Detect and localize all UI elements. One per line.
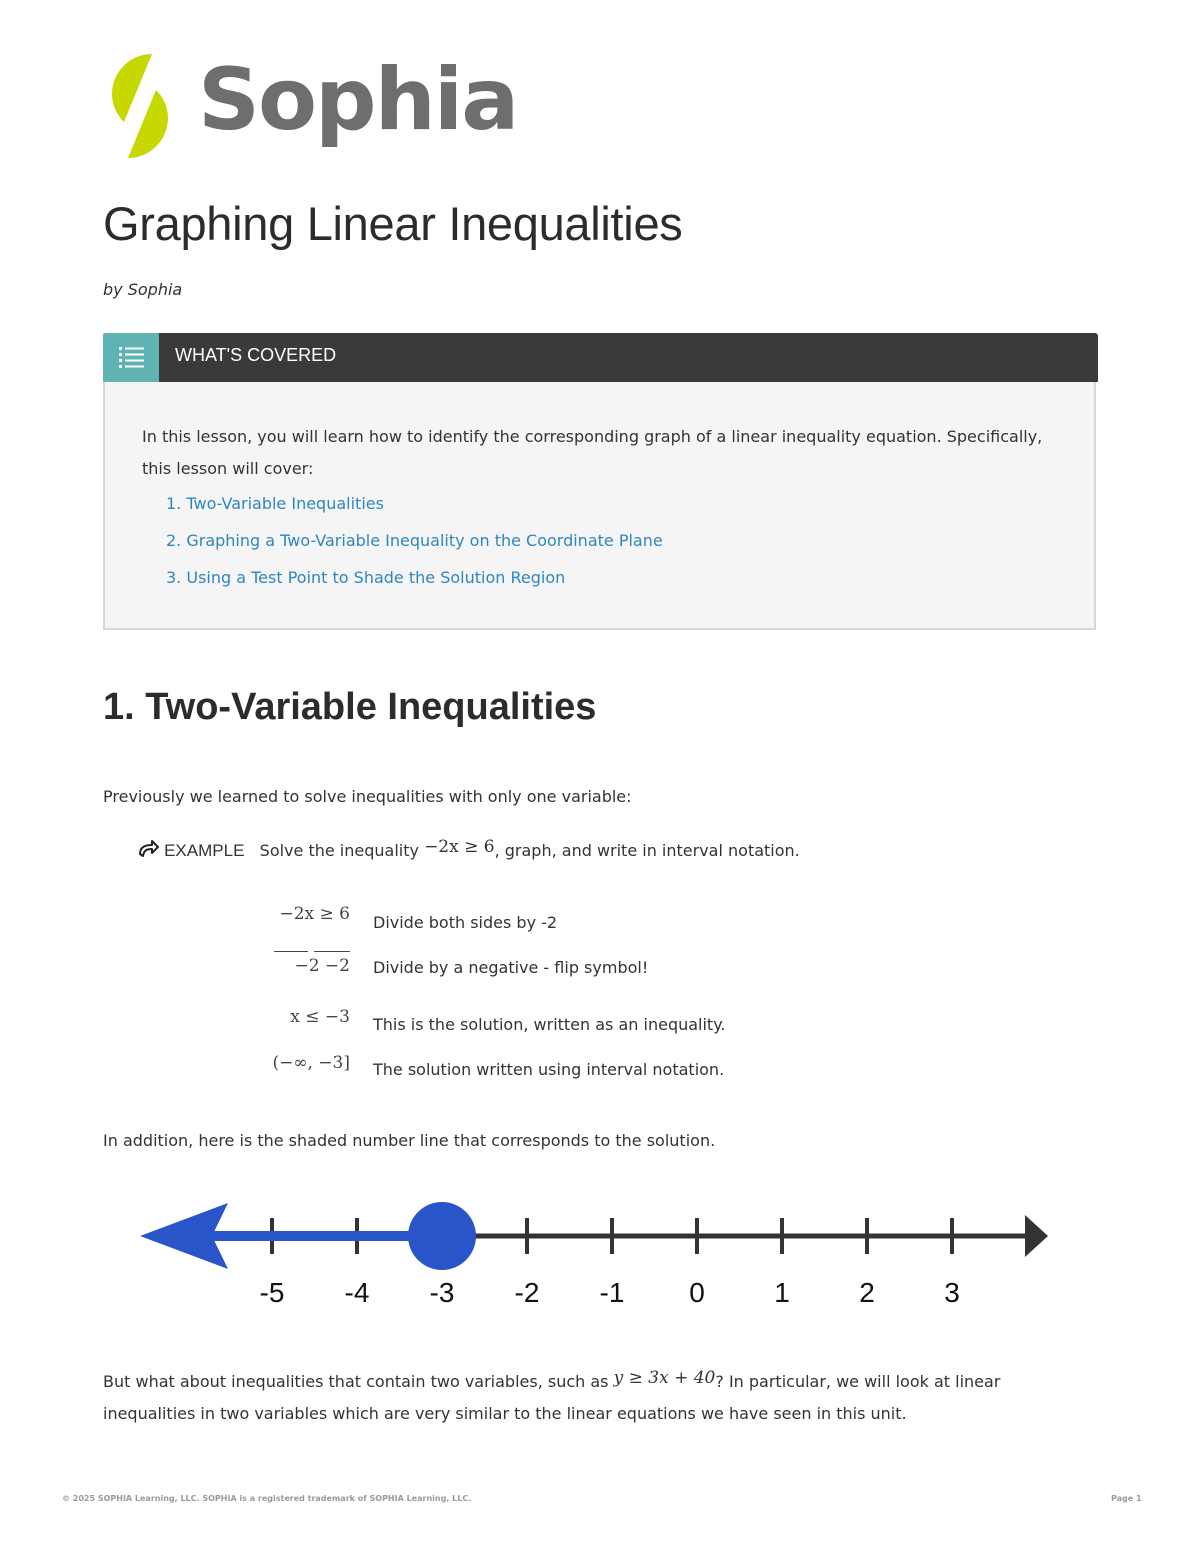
fraction-bar-right [314, 951, 350, 952]
step-2-note: Divide by a negative - flip symbol! [373, 958, 649, 977]
para3-expression: y ≥ 3x + 40 [613, 1368, 716, 1388]
step-4-note: The solution written using interval notation. [373, 1060, 725, 1079]
number-line-tick-label: 2 [859, 1277, 875, 1308]
closed-endpoint [408, 1202, 476, 1270]
footer-page-number: Page 1 [1111, 1494, 1142, 1503]
section-heading: 1. Two-Variable Inequalities [103, 686, 597, 728]
step-2-math: −2 −2 [294, 956, 350, 976]
step-4-math: (−∞, −3] [272, 1053, 350, 1073]
number-line-right-arrow [1025, 1215, 1048, 1257]
example-label: EXAMPLE [164, 841, 245, 860]
footer-copyright: © 2025 SOPHIA Learning, LLC. SOPHIA is a registered trademark of SOPHIA Learning, LLC. [62, 1494, 472, 1503]
number-line-tick-label: 1 [774, 1277, 790, 1308]
step-3-note: This is the solution, written as an inequality. [373, 1015, 726, 1034]
sophia-wordmark: Sophia [198, 50, 518, 150]
intro-paragraph: Previously we learned to solve inequalities with only one variable: [103, 787, 632, 806]
toc-link-1[interactable]: 1. Two-Variable Inequalities [166, 494, 384, 513]
whats-covered-intro: In this lesson, you will learn how to identify the corresponding graph of a linear inequality equation. Specifically, this lesson will cover: [142, 427, 1043, 478]
whats-covered-title: WHAT'S COVERED [175, 345, 337, 365]
number-line-tick-label: -2 [514, 1277, 540, 1308]
byline: by Sophia [103, 280, 183, 299]
example-expression: −2x ≥ 6 [424, 837, 495, 857]
number-line-tick-label: 0 [689, 1277, 705, 1308]
sophia-logo-mark-icon [102, 54, 178, 158]
fraction-bar-left [274, 951, 308, 952]
number-line-tick-label: -4 [344, 1277, 370, 1308]
example-arrow-icon [137, 840, 159, 858]
toc-link-3[interactable]: 3. Using a Test Point to Shade the Solution Region [166, 568, 566, 587]
list-icon-container [103, 333, 159, 382]
number-line-tick-label: -1 [599, 1277, 625, 1308]
step-3-math: x ≤ −3 [290, 1007, 350, 1027]
example-line [137, 837, 800, 861]
example-text-after: , graph, and write in interval notation. [494, 841, 800, 860]
toc-list [166, 491, 663, 602]
page-title: Graphing Linear Inequalities [103, 197, 683, 250]
step-1-note: Divide both sides by -2 [373, 913, 558, 932]
whats-covered-header [103, 333, 1098, 382]
number-line-tick-label: -3 [429, 1277, 455, 1308]
number-line-graph [130, 1190, 1060, 1310]
list-icon [103, 333, 159, 382]
sophia-logo [102, 50, 522, 158]
number-line-intro: In addition, here is the shaded number line that corresponds to the solution. [103, 1131, 716, 1150]
number-line-tick-label: -5 [259, 1277, 285, 1308]
number-line-tick-label: 3 [944, 1277, 960, 1308]
toc-link-2[interactable]: 2. Graphing a Two-Variable Inequality on the Coordinate Plane [166, 531, 663, 550]
two-variable-paragraph [103, 1366, 1083, 1430]
example-text: Solve the inequality [259, 841, 419, 860]
para3-after: ? In particular, we will look at linear inequalities in two variables which are very similar to the linear equations we have seen in this unit. [103, 1372, 1001, 1423]
step-1-math: −2x ≥ 6 [279, 904, 350, 924]
para3-before: But what about inequalities that contain two variables, such as [103, 1372, 609, 1391]
whats-covered-box [103, 333, 1096, 630]
